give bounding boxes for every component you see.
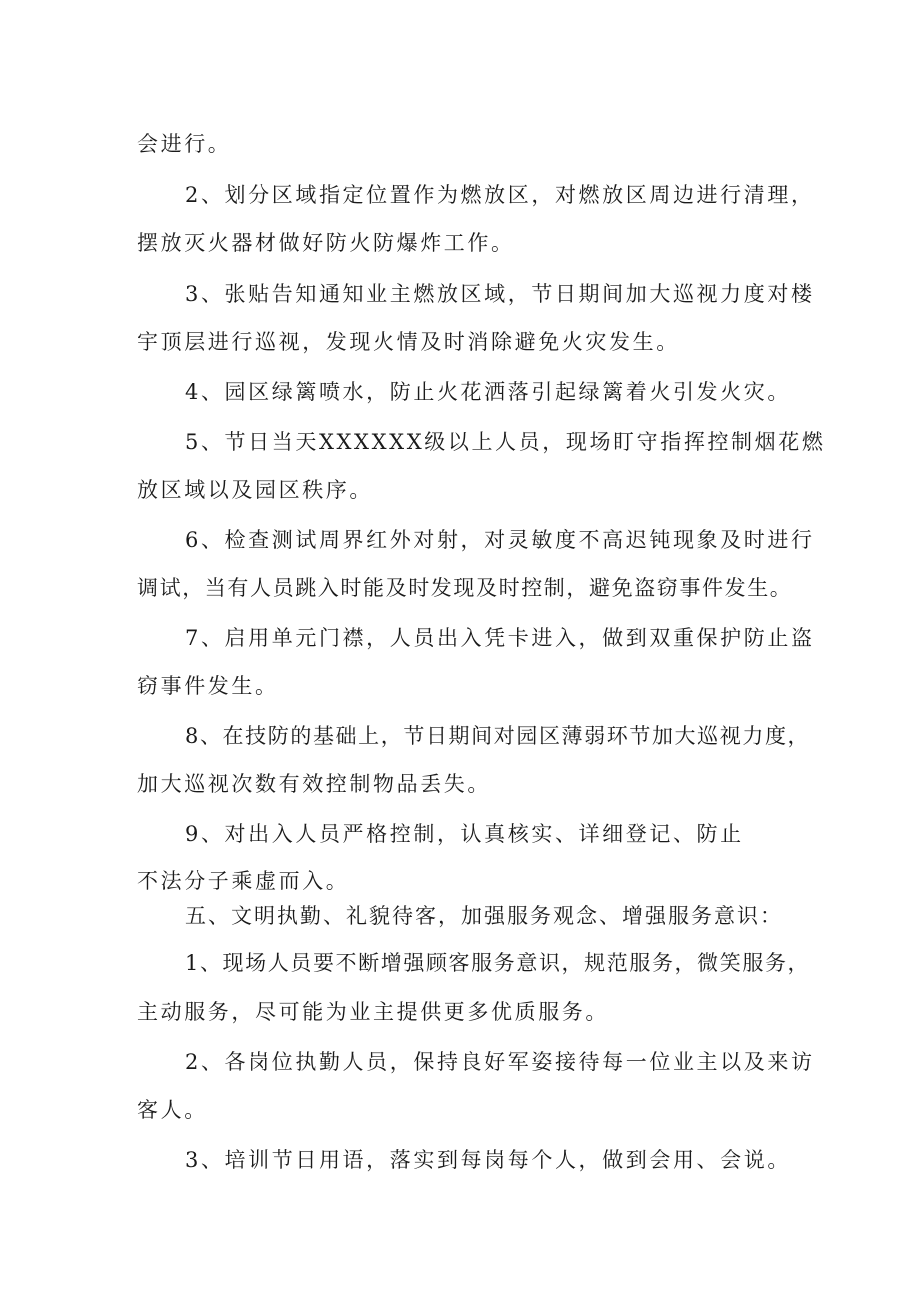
paragraph-line: 不法分子乘虚而入。 <box>137 869 350 893</box>
paragraph-line: 9、对出入人员严格控制，认真核实、详细登记、防止 <box>185 822 744 846</box>
paragraph-line: 1、现场人员要不断增强顾客服务意识，规范服务，微笑服务， <box>185 951 811 975</box>
paragraph-line: 3、张贴告知通知业主燃放区域，节日期间加大巡视力度对楼 <box>185 282 815 306</box>
paragraph-line: 8、在技防的基础上，节日期间对园区薄弱环节加大巡视力度， <box>185 724 811 748</box>
paragraph-line: 客人。 <box>137 1098 208 1122</box>
paragraph-line: 主动服务，尽可能为业主提供更多优质服务。 <box>137 1000 609 1024</box>
paragraph-line: 2、划分区域指定位置作为燃放区，对燃放区周边进行清理， <box>185 183 815 207</box>
paragraph-line: 2、各岗位执勤人员，保持良好军姿接待每一位业主以及来访 <box>185 1050 815 1074</box>
paragraph-line: 窃事件发生。 <box>137 674 279 698</box>
paragraph-line: 加大巡视次数有效控制物品丢失。 <box>137 772 491 796</box>
paragraph-line: 摆放灭火器材做好防火防爆炸工作。 <box>137 231 515 255</box>
paragraph-line: 6、检查测试周界红外对射，对灵敏度不高迟钝现象及时进行 <box>185 528 815 552</box>
paragraph-line: 调试，当有人员跳入时能及时发现及时控制，避免盗窃事件发生。 <box>137 576 793 600</box>
paragraph-line: 7、启用单元门襟，人员出入凭卡进入，做到双重保护防止盗 <box>185 626 815 650</box>
paragraph-line: 4、园区绿篱喷水，防止火花洒落引起绿篱着火引发火灾。 <box>185 380 791 404</box>
paragraph-line: 放区域以及园区秩序。 <box>137 478 373 502</box>
paragraph-line: 会进行。 <box>137 132 232 156</box>
paragraph-line: 5、节日当天XXXXXX级以上人员，现场盯守指挥控制烟花燃 <box>185 430 826 454</box>
section-heading: 五、文明执勤、礼貌待客，加强服务观念、增强服务意识： <box>185 904 783 928</box>
paragraph-line: 3、培训节日用语，落实到每岗每个人，做到会用、会说。 <box>185 1148 791 1172</box>
paragraph-line: 宇顶层进行巡视，发现火情及时消除避免火灾发生。 <box>137 330 680 354</box>
